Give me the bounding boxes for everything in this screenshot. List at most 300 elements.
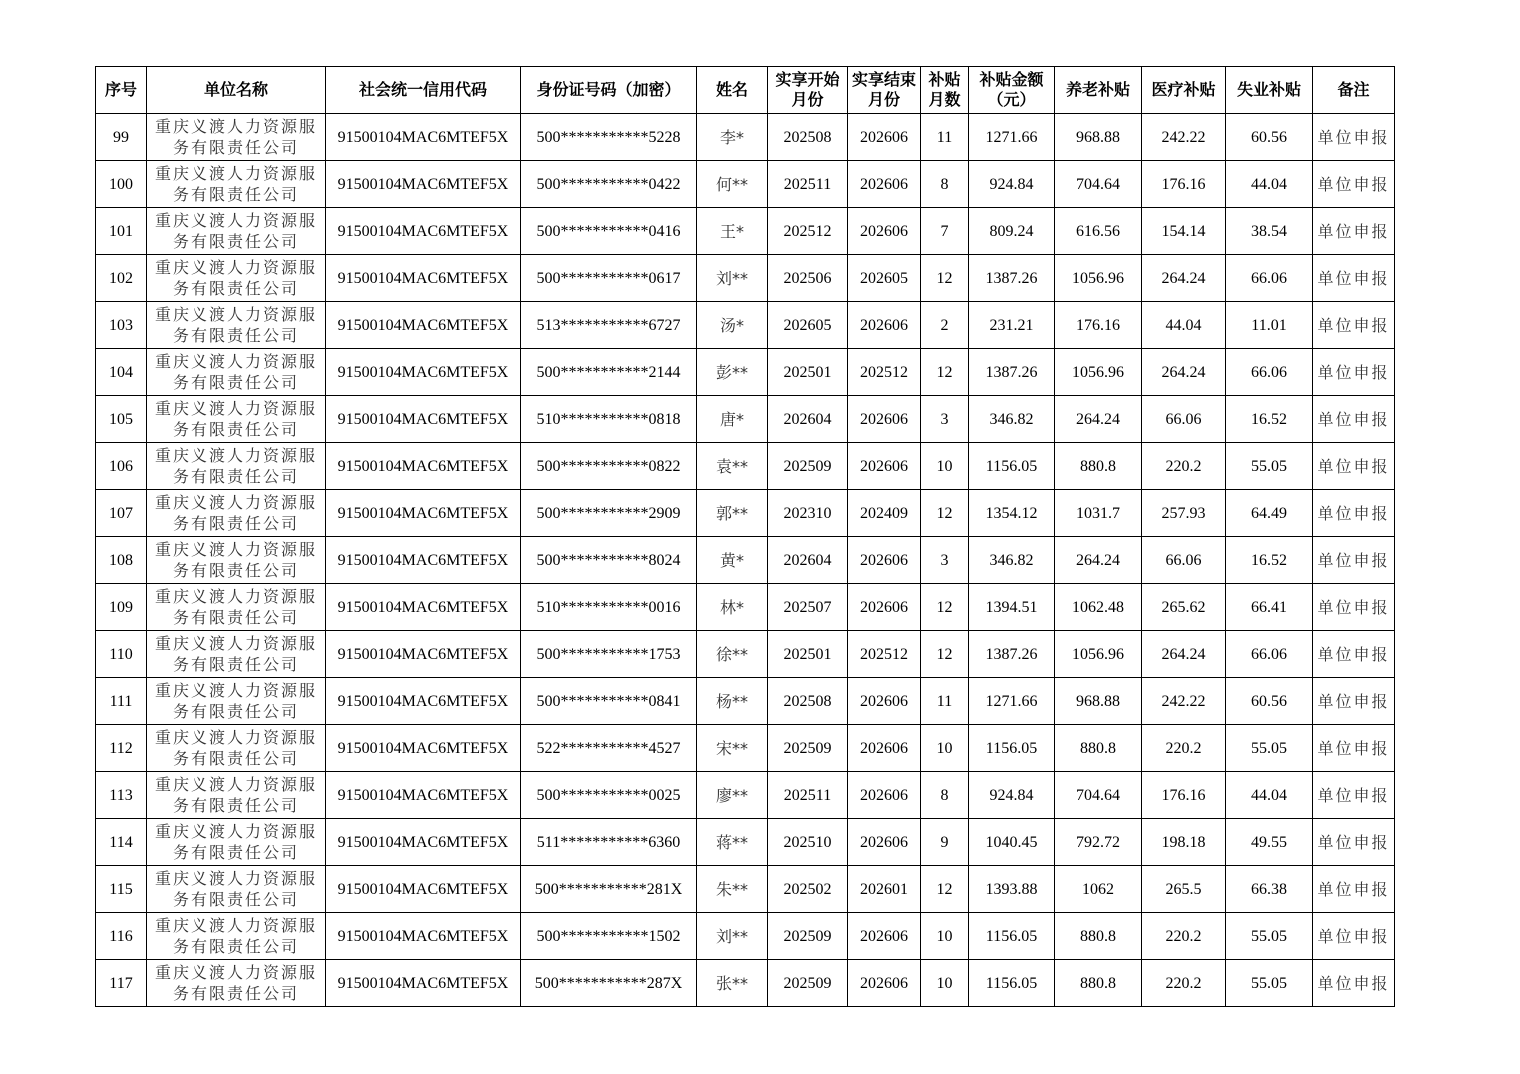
cell-months: 12 <box>921 866 969 913</box>
cell-unemployment: 55.05 <box>1226 913 1313 960</box>
unit-name-line: 务有限责任公司 <box>172 467 299 486</box>
cell-id-number: 500***********281X <box>521 866 697 913</box>
cell-medical: 242.22 <box>1142 678 1226 725</box>
table-row <box>96 631 1395 678</box>
table-row <box>96 537 1395 584</box>
cell-note: 单位申报 <box>1313 725 1395 772</box>
cell-note: 单位申报 <box>1313 302 1395 349</box>
cell-name: 郭** <box>697 490 768 537</box>
cell-amount: 809.24 <box>969 208 1055 255</box>
cell-amount: 346.82 <box>969 537 1055 584</box>
cell-start-month: 202604 <box>768 396 848 443</box>
cell-end-month: 202512 <box>848 631 921 678</box>
cell-medical: 257.93 <box>1142 490 1226 537</box>
cell-id-number: 500***********5228 <box>521 114 697 161</box>
cell-id-number: 513***********6727 <box>521 302 697 349</box>
unit-name-line: 重庆义渡人力资源服 <box>154 822 317 841</box>
cell-unit <box>147 631 326 678</box>
cell-name: 汤* <box>697 302 768 349</box>
unit-name-line: 务有限责任公司 <box>172 796 299 815</box>
header-medical: 医疗补贴 <box>1142 67 1226 114</box>
cell-unemployment: 66.06 <box>1226 349 1313 396</box>
unit-name-line: 重庆义渡人力资源服 <box>154 681 317 700</box>
cell-medical: 176.16 <box>1142 161 1226 208</box>
unit-name-line: 重庆义渡人力资源服 <box>154 117 317 136</box>
cell-seq: 103 <box>96 302 147 349</box>
table-row <box>96 866 1395 913</box>
cell-id-number: 500***********8024 <box>521 537 697 584</box>
cell-start-month: 202507 <box>768 584 848 631</box>
cell-medical: 198.18 <box>1142 819 1226 866</box>
cell-id-number: 500***********1502 <box>521 913 697 960</box>
cell-unit <box>147 443 326 490</box>
unit-name-line: 重庆义渡人力资源服 <box>154 916 317 935</box>
header-credit-code: 社会统一信用代码 <box>326 67 521 114</box>
table-row <box>96 913 1395 960</box>
cell-seq: 115 <box>96 866 147 913</box>
cell-end-month: 202606 <box>848 302 921 349</box>
header-start-month: 实享开始月份 <box>768 67 848 114</box>
unit-name-line: 重庆义渡人力资源服 <box>154 352 317 371</box>
cell-amount: 1271.66 <box>969 678 1055 725</box>
cell-credit-code: 91500104MAC6MTEF5X <box>326 490 521 537</box>
cell-months: 10 <box>921 443 969 490</box>
cell-pension: 264.24 <box>1055 537 1142 584</box>
cell-note: 单位申报 <box>1313 396 1395 443</box>
unit-name-line: 务有限责任公司 <box>172 702 299 721</box>
cell-seq: 107 <box>96 490 147 537</box>
cell-seq: 113 <box>96 772 147 819</box>
cell-unit <box>147 678 326 725</box>
table-row <box>96 443 1395 490</box>
cell-medical: 44.04 <box>1142 302 1226 349</box>
cell-unemployment: 64.49 <box>1226 490 1313 537</box>
cell-seq: 106 <box>96 443 147 490</box>
cell-name: 宋** <box>697 725 768 772</box>
cell-months: 9 <box>921 819 969 866</box>
cell-end-month: 202606 <box>848 537 921 584</box>
table-row <box>96 349 1395 396</box>
cell-note: 单位申报 <box>1313 913 1395 960</box>
cell-name: 唐* <box>697 396 768 443</box>
cell-end-month: 202606 <box>848 678 921 725</box>
cell-unit <box>147 772 326 819</box>
cell-unemployment: 60.56 <box>1226 114 1313 161</box>
cell-credit-code: 91500104MAC6MTEF5X <box>326 725 521 772</box>
cell-months: 10 <box>921 725 969 772</box>
cell-name: 何** <box>697 161 768 208</box>
cell-start-month: 202511 <box>768 161 848 208</box>
unit-name-line: 务有限责任公司 <box>172 138 299 157</box>
cell-note: 单位申报 <box>1313 490 1395 537</box>
cell-name: 黄* <box>697 537 768 584</box>
cell-start-month: 202508 <box>768 114 848 161</box>
cell-pension: 1056.96 <box>1055 631 1142 678</box>
cell-credit-code: 91500104MAC6MTEF5X <box>326 866 521 913</box>
cell-note: 单位申报 <box>1313 537 1395 584</box>
cell-note: 单位申报 <box>1313 960 1395 1007</box>
unit-name-line: 务有限责任公司 <box>172 185 299 204</box>
unit-name-line: 务有限责任公司 <box>172 608 299 627</box>
cell-pension: 1056.96 <box>1055 255 1142 302</box>
cell-unit <box>147 819 326 866</box>
cell-medical: 176.16 <box>1142 772 1226 819</box>
cell-id-number: 510***********0016 <box>521 584 697 631</box>
cell-amount: 1156.05 <box>969 725 1055 772</box>
cell-start-month: 202605 <box>768 302 848 349</box>
cell-months: 11 <box>921 678 969 725</box>
cell-end-month: 202606 <box>848 819 921 866</box>
cell-amount: 924.84 <box>969 772 1055 819</box>
unit-name-line: 务有限责任公司 <box>172 890 299 909</box>
cell-pension: 968.88 <box>1055 678 1142 725</box>
cell-medical: 242.22 <box>1142 114 1226 161</box>
cell-unemployment: 66.38 <box>1226 866 1313 913</box>
cell-amount: 924.84 <box>969 161 1055 208</box>
cell-start-month: 202506 <box>768 255 848 302</box>
cell-end-month: 202606 <box>848 960 921 1007</box>
cell-start-month: 202510 <box>768 819 848 866</box>
cell-note: 单位申报 <box>1313 678 1395 725</box>
cell-seq: 105 <box>96 396 147 443</box>
cell-start-month: 202502 <box>768 866 848 913</box>
cell-note: 单位申报 <box>1313 866 1395 913</box>
cell-medical: 220.2 <box>1142 960 1226 1007</box>
unit-name-line: 务有限责任公司 <box>172 655 299 674</box>
cell-name: 廖** <box>697 772 768 819</box>
cell-id-number: 500***********0822 <box>521 443 697 490</box>
cell-credit-code: 91500104MAC6MTEF5X <box>326 537 521 584</box>
cell-seq: 111 <box>96 678 147 725</box>
cell-unit <box>147 537 326 584</box>
subsidy-table <box>95 66 1395 1007</box>
cell-amount: 1156.05 <box>969 913 1055 960</box>
cell-pension: 1031.7 <box>1055 490 1142 537</box>
cell-months: 3 <box>921 396 969 443</box>
unit-name-line: 重庆义渡人力资源服 <box>154 399 317 418</box>
cell-credit-code: 91500104MAC6MTEF5X <box>326 396 521 443</box>
cell-end-month: 202606 <box>848 443 921 490</box>
cell-note: 单位申报 <box>1313 772 1395 819</box>
unit-name-line: 务有限责任公司 <box>172 561 299 580</box>
cell-pension: 880.8 <box>1055 913 1142 960</box>
cell-end-month: 202606 <box>848 913 921 960</box>
cell-months: 3 <box>921 537 969 584</box>
unit-name-line: 重庆义渡人力资源服 <box>154 164 317 183</box>
cell-name: 刘** <box>697 255 768 302</box>
cell-unemployment: 66.06 <box>1226 255 1313 302</box>
cell-start-month: 202509 <box>768 960 848 1007</box>
cell-unit <box>147 866 326 913</box>
cell-seq: 117 <box>96 960 147 1007</box>
cell-start-month: 202509 <box>768 725 848 772</box>
unit-name-line: 务有限责任公司 <box>172 420 299 439</box>
cell-months: 12 <box>921 490 969 537</box>
cell-pension: 264.24 <box>1055 396 1142 443</box>
cell-credit-code: 91500104MAC6MTEF5X <box>326 161 521 208</box>
cell-amount: 1156.05 <box>969 960 1055 1007</box>
cell-unit <box>147 114 326 161</box>
cell-medical: 154.14 <box>1142 208 1226 255</box>
cell-amount: 1040.45 <box>969 819 1055 866</box>
cell-note: 单位申报 <box>1313 631 1395 678</box>
table-row <box>96 725 1395 772</box>
table-row <box>96 772 1395 819</box>
cell-name: 蒋** <box>697 819 768 866</box>
cell-medical: 66.06 <box>1142 537 1226 584</box>
cell-medical: 264.24 <box>1142 255 1226 302</box>
table-body <box>96 114 1395 1007</box>
cell-id-number: 500***********2909 <box>521 490 697 537</box>
unit-name-line: 重庆义渡人力资源服 <box>154 305 317 324</box>
unit-name-line: 重庆义渡人力资源服 <box>154 775 317 794</box>
header-note: 备注 <box>1313 67 1395 114</box>
header-seq: 序号 <box>96 67 147 114</box>
cell-end-month: 202606 <box>848 584 921 631</box>
cell-unemployment: 38.54 <box>1226 208 1313 255</box>
header-pension: 养老补贴 <box>1055 67 1142 114</box>
cell-pension: 880.8 <box>1055 725 1142 772</box>
unit-name-line: 重庆义渡人力资源服 <box>154 258 317 277</box>
cell-name: 林* <box>697 584 768 631</box>
unit-name-line: 重庆义渡人力资源服 <box>154 211 317 230</box>
cell-medical: 220.2 <box>1142 725 1226 772</box>
cell-id-number: 500***********0841 <box>521 678 697 725</box>
unit-name-line: 务有限责任公司 <box>172 843 299 862</box>
cell-pension: 792.72 <box>1055 819 1142 866</box>
cell-end-month: 202606 <box>848 396 921 443</box>
cell-medical: 265.62 <box>1142 584 1226 631</box>
unit-name-line: 务有限责任公司 <box>172 232 299 251</box>
unit-name-line: 务有限责任公司 <box>172 326 299 345</box>
cell-months: 10 <box>921 960 969 1007</box>
cell-credit-code: 91500104MAC6MTEF5X <box>326 819 521 866</box>
cell-name: 徐** <box>697 631 768 678</box>
cell-end-month: 202605 <box>848 255 921 302</box>
cell-seq: 100 <box>96 161 147 208</box>
cell-unit <box>147 161 326 208</box>
cell-start-month: 202501 <box>768 631 848 678</box>
cell-name: 杨** <box>697 678 768 725</box>
cell-pension: 880.8 <box>1055 443 1142 490</box>
cell-unemployment: 60.56 <box>1226 678 1313 725</box>
cell-pension: 704.64 <box>1055 772 1142 819</box>
cell-end-month: 202606 <box>848 208 921 255</box>
unit-name-line: 重庆义渡人力资源服 <box>154 869 317 888</box>
cell-unemployment: 49.55 <box>1226 819 1313 866</box>
header-name: 姓名 <box>697 67 768 114</box>
cell-pension: 616.56 <box>1055 208 1142 255</box>
table-row <box>96 161 1395 208</box>
cell-unemployment: 66.06 <box>1226 631 1313 678</box>
table-row <box>96 396 1395 443</box>
cell-seq: 114 <box>96 819 147 866</box>
unit-name-line: 务有限责任公司 <box>172 514 299 533</box>
cell-unemployment: 55.05 <box>1226 960 1313 1007</box>
cell-start-month: 202501 <box>768 349 848 396</box>
cell-medical: 265.5 <box>1142 866 1226 913</box>
cell-note: 单位申报 <box>1313 208 1395 255</box>
table-row <box>96 255 1395 302</box>
cell-start-month: 202604 <box>768 537 848 584</box>
cell-note: 单位申报 <box>1313 255 1395 302</box>
cell-unit <box>147 584 326 631</box>
cell-unit <box>147 255 326 302</box>
cell-credit-code: 91500104MAC6MTEF5X <box>326 960 521 1007</box>
table-row <box>96 960 1395 1007</box>
cell-start-month: 202509 <box>768 913 848 960</box>
header-amount: 补贴金额（元） <box>969 67 1055 114</box>
cell-seq: 99 <box>96 114 147 161</box>
cell-seq: 116 <box>96 913 147 960</box>
cell-unemployment: 55.05 <box>1226 725 1313 772</box>
cell-name: 彭** <box>697 349 768 396</box>
cell-medical: 220.2 <box>1142 913 1226 960</box>
cell-unemployment: 16.52 <box>1226 396 1313 443</box>
cell-note: 单位申报 <box>1313 443 1395 490</box>
cell-end-month: 202606 <box>848 114 921 161</box>
cell-unemployment: 66.41 <box>1226 584 1313 631</box>
cell-name: 张** <box>697 960 768 1007</box>
cell-months: 8 <box>921 161 969 208</box>
cell-amount: 1393.88 <box>969 866 1055 913</box>
cell-name: 刘** <box>697 913 768 960</box>
cell-end-month: 202606 <box>848 161 921 208</box>
header-unemployment: 失业补贴 <box>1226 67 1313 114</box>
cell-name: 李* <box>697 114 768 161</box>
cell-note: 单位申报 <box>1313 161 1395 208</box>
cell-id-number: 500***********287X <box>521 960 697 1007</box>
cell-months: 7 <box>921 208 969 255</box>
cell-id-number: 500***********0422 <box>521 161 697 208</box>
cell-months: 12 <box>921 255 969 302</box>
cell-pension: 1056.96 <box>1055 349 1142 396</box>
cell-note: 单位申报 <box>1313 114 1395 161</box>
cell-note: 单位申报 <box>1313 349 1395 396</box>
cell-end-month: 202409 <box>848 490 921 537</box>
header-end-month: 实享结束月份 <box>848 67 921 114</box>
cell-months: 12 <box>921 584 969 631</box>
cell-pension: 704.64 <box>1055 161 1142 208</box>
cell-months: 12 <box>921 349 969 396</box>
cell-seq: 104 <box>96 349 147 396</box>
cell-unit <box>147 396 326 443</box>
cell-months: 12 <box>921 631 969 678</box>
unit-name-line: 重庆义渡人力资源服 <box>154 446 317 465</box>
cell-credit-code: 91500104MAC6MTEF5X <box>326 443 521 490</box>
cell-amount: 1156.05 <box>969 443 1055 490</box>
cell-unit <box>147 725 326 772</box>
cell-seq: 112 <box>96 725 147 772</box>
cell-unit <box>147 490 326 537</box>
cell-unit <box>147 960 326 1007</box>
cell-seq: 110 <box>96 631 147 678</box>
unit-name-line: 务有限责任公司 <box>172 373 299 392</box>
cell-amount: 1387.26 <box>969 631 1055 678</box>
unit-name-line: 务有限责任公司 <box>172 984 299 1003</box>
cell-credit-code: 91500104MAC6MTEF5X <box>326 631 521 678</box>
cell-medical: 264.24 <box>1142 631 1226 678</box>
cell-amount: 346.82 <box>969 396 1055 443</box>
unit-name-line: 重庆义渡人力资源服 <box>154 493 317 512</box>
unit-name-line: 务有限责任公司 <box>172 749 299 768</box>
cell-id-number: 500***********1753 <box>521 631 697 678</box>
cell-end-month: 202606 <box>848 725 921 772</box>
table-row <box>96 678 1395 725</box>
unit-name-line: 务有限责任公司 <box>172 279 299 298</box>
cell-credit-code: 91500104MAC6MTEF5X <box>326 349 521 396</box>
cell-note: 单位申报 <box>1313 819 1395 866</box>
cell-unemployment: 44.04 <box>1226 772 1313 819</box>
cell-id-number: 500***********0617 <box>521 255 697 302</box>
cell-months: 2 <box>921 302 969 349</box>
unit-name-line: 重庆义渡人力资源服 <box>154 634 317 653</box>
unit-name-line: 务有限责任公司 <box>172 937 299 956</box>
table-row <box>96 490 1395 537</box>
cell-seq: 109 <box>96 584 147 631</box>
header-row <box>96 67 1395 114</box>
cell-credit-code: 91500104MAC6MTEF5X <box>326 114 521 161</box>
unit-name-line: 重庆义渡人力资源服 <box>154 963 317 982</box>
table-row <box>96 584 1395 631</box>
cell-start-month: 202511 <box>768 772 848 819</box>
unit-name-line: 重庆义渡人力资源服 <box>154 587 317 606</box>
cell-medical: 220.2 <box>1142 443 1226 490</box>
cell-medical: 66.06 <box>1142 396 1226 443</box>
cell-unemployment: 11.01 <box>1226 302 1313 349</box>
cell-start-month: 202512 <box>768 208 848 255</box>
cell-name: 朱** <box>697 866 768 913</box>
table-row <box>96 208 1395 255</box>
cell-id-number: 500***********2144 <box>521 349 697 396</box>
cell-note: 单位申报 <box>1313 584 1395 631</box>
cell-seq: 102 <box>96 255 147 302</box>
cell-unemployment: 44.04 <box>1226 161 1313 208</box>
cell-credit-code: 91500104MAC6MTEF5X <box>326 302 521 349</box>
cell-unit <box>147 349 326 396</box>
cell-credit-code: 91500104MAC6MTEF5X <box>326 208 521 255</box>
cell-name: 袁** <box>697 443 768 490</box>
cell-id-number: 500***********0416 <box>521 208 697 255</box>
cell-months: 11 <box>921 114 969 161</box>
cell-months: 8 <box>921 772 969 819</box>
cell-pension: 1062 <box>1055 866 1142 913</box>
cell-unemployment: 55.05 <box>1226 443 1313 490</box>
cell-name: 王* <box>697 208 768 255</box>
cell-end-month: 202606 <box>848 772 921 819</box>
cell-pension: 968.88 <box>1055 114 1142 161</box>
table-row <box>96 819 1395 866</box>
cell-start-month: 202508 <box>768 678 848 725</box>
table-header <box>96 67 1395 114</box>
cell-unit <box>147 302 326 349</box>
cell-amount: 1394.51 <box>969 584 1055 631</box>
header-months: 补贴月数 <box>921 67 969 114</box>
cell-id-number: 522***********4527 <box>521 725 697 772</box>
cell-amount: 1387.26 <box>969 255 1055 302</box>
header-unit: 单位名称 <box>147 67 326 114</box>
table-row <box>96 302 1395 349</box>
cell-unemployment: 16.52 <box>1226 537 1313 584</box>
table-row <box>96 114 1395 161</box>
cell-id-number: 500***********0025 <box>521 772 697 819</box>
cell-pension: 880.8 <box>1055 960 1142 1007</box>
cell-credit-code: 91500104MAC6MTEF5X <box>326 678 521 725</box>
cell-start-month: 202310 <box>768 490 848 537</box>
cell-amount: 1387.26 <box>969 349 1055 396</box>
cell-pension: 1062.48 <box>1055 584 1142 631</box>
cell-end-month: 202512 <box>848 349 921 396</box>
